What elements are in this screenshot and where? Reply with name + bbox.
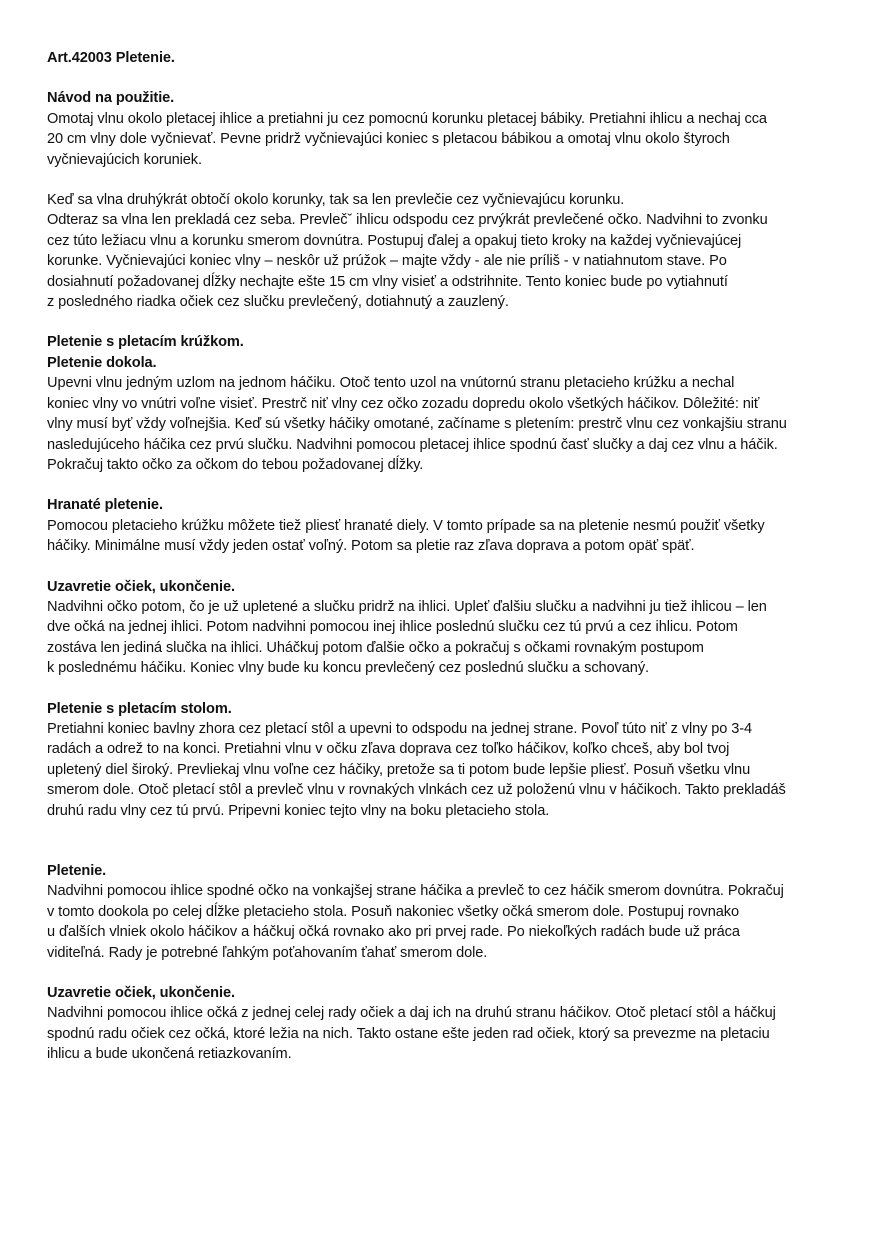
section-subheading: Pletenie dokola.: [47, 354, 157, 371]
paragraph-line: radách a odrež to na konci. Pretiahni vlnu v očku zľava doprava cez toľko háčikov, koľko chceš, aby bol tvoj: [47, 741, 730, 758]
paragraph-line: nasledujúceho háčika cez prvú slučku. Nadvihni pomocou pletacej ihlice spodnú časť slučky a daj cez vlnu a háčik.: [47, 436, 778, 453]
section-knitting-table: [47, 699, 837, 821]
paragraph-line: druhú radu vlny cez tú prvú. Pripevni koniec tejto vlny na boku pletacieho stola.: [47, 802, 550, 819]
section-heading: Uzavretie očiek, ukončenie.: [47, 578, 235, 595]
section-heading: Návod na použitie.: [47, 90, 175, 107]
section-heading: Pletenie.: [47, 863, 107, 879]
section-knitting: [47, 861, 837, 963]
paragraph-line: k poslednému háčiku. Koniec vlny bude ku koncu prevlečený cez poslednú slučku a schovaný.: [47, 660, 649, 677]
paragraph-line: v tomto dookola po celej dĺžke pletacieho stola. Posuň nakoniec všetky očká smerom dole. Postupuj rovnako: [47, 903, 740, 920]
section-closing-stitches-table: [47, 983, 837, 1065]
paragraph-line: z posledného riadka očiek cez slučku prevlečený, dotiahnutý a zauzlený.: [47, 294, 509, 311]
paragraph-line: Omotaj vlnu okolo pletacej ihlice a pretiahni ju cez pomocnú korunku pletacej bábiky. Pretiahni ihlicu a nechaj cca: [47, 110, 767, 127]
document-title: Art.42003 Pletenie.: [47, 50, 175, 66]
section-closing-stitches-ring: [47, 577, 837, 679]
paragraph-line: Pomocou pletacieho krúžku môžete tiež pliesť hranaté diely. V tomto prípade sa na pletenie nesmú použiť všetky: [47, 517, 765, 534]
paragraph-line: háčiky. Minimálne musí vždy jeden ostať voľný. Potom sa pletie raz zľava doprava a potom opäť späť.: [47, 538, 695, 555]
section-wrapping-steps: [47, 190, 837, 312]
paragraph-line: korunke. Vyčnievajúci koniec vlny – neskôr už prúžok – majte vždy - ale nie príliš - v natiahnutom stave. Po: [47, 253, 727, 270]
paragraph-line: viditeľná. Rady je potrebné ľahkým poťahovaním ťahať smerom dole.: [47, 944, 488, 961]
document-page: [47, 48, 837, 1085]
paragraph-line: Nadvihni pomocou ihlice spodné očko na vonkajšej strane háčika a prevleč to cez háčik smerom dovnútra. Pokračuj: [47, 883, 784, 900]
paragraph-line: vlny musí byť vždy voľnejšia. Keď sú všetky háčiky omotané, začíname s pletením: prestrč vlnu cez vonkajšiu stranu: [47, 416, 787, 433]
paragraph-line: dosiahnutí požadovanej dĺžky nechajte ešte 15 cm vlny visieť a odstrihnite. Tento koniec bude po vytiahnutí: [47, 273, 728, 290]
paragraph-line: Odteraz sa vlna len prekladá cez seba. Prevlečˇ ihlicu odspodu cez prvýkrát prevlečené očko. Nadvihni to zvonku: [47, 212, 768, 229]
paragraph-line: spodnú radu očiek cez očká, ktoré ležia na nich. Takto ostane ešte jeden rad očiek, ktorý sa prevezme na pletaciu: [47, 1025, 770, 1042]
paragraph-line: koniec vlny vo vnútri voľne visieť. Prestrč niť vlny cez očko zozadu dopredu okolo všetkých háčikov. Dôležité: niť: [47, 395, 760, 412]
paragraph-line: Upevni vlnu jedným uzlom na jednom háčiku. Otoč tento uzol na vnútornú stranu pletacieho krúžku a nechal: [47, 375, 735, 392]
section-heading: Hranaté pletenie.: [47, 497, 163, 514]
paragraph-line: Nadvihni očko potom, čo je už upletené a slučku pridrž na ihlici. Upleť ďalšiu slučku a nadvihni ju tiež ihlicou – len: [47, 598, 767, 615]
section-usage-instructions: [47, 88, 837, 170]
section-heading: Uzavretie očiek, ukončenie.: [47, 985, 235, 1002]
paragraph-line: u ďalších vlniek okolo háčikov a háčkuj očká rovnako ako pri prvej rade. Po niekoľkých radách bude už práca: [47, 924, 740, 941]
paragraph-line: Pokračuj takto očko za očkom do tebou požadovanej dĺžky.: [47, 456, 424, 473]
paragraph-line: cez túto ležiacu vlnu a korunku smerom dovnútra. Postupuj ďalej a opakuj tieto kroky na každej vyčnievajúcej: [47, 232, 742, 249]
paragraph-line: upletený diel široký. Prevliekaj vlnu voľne cez háčiky, pretože sa ti potom bude lepšie pliesť. Posuň všetku vlnu: [47, 761, 751, 778]
paragraph-line: 20 cm vlny dole vyčnievať. Pevne pridrž vyčnievajúci koniec s pletacou bábikou a omotaj vlnu okolo štyroch: [47, 131, 730, 148]
paragraph-line: Keď sa vlna druhýkrát obtočí okolo korunky, tak sa len prevlečie cez vyčnievajúcu korunku.: [47, 192, 625, 209]
section-heading: Pletenie s pletacím krúžkom.: [47, 334, 244, 351]
paragraph-line: Nadvihni pomocou ihlice očká z jednej celej rady očiek a daj ich na druhú stranu háčikov. Otoč pletací stôl a háčkuj: [47, 1005, 776, 1022]
section-knitting-ring: [47, 332, 837, 475]
paragraph-line: dve očká na jednej ihlici. Potom nadvihni pomocou inej ihlice poslednú slučku cez tú prvú a cez ihlicu. Potom: [47, 619, 738, 636]
section-angular-knitting: [47, 495, 837, 556]
paragraph-line: vyčnievajúcich koruniek.: [47, 151, 202, 168]
paragraph-line: smerom dole. Otoč pletací stôl a prevleč vlnu v rovnakých vlnkách cez už položenú vlnu v háčikoch. Takto prekladáš: [47, 782, 786, 799]
paragraph-line: ihlicu a bude ukončená retiazkovaním.: [47, 1046, 292, 1063]
paragraph-line: zostáva len jediná slučka na ihlici. Uháčkuj potom ďalšie očko a pokračuj s očkami rovnakým postupom: [47, 639, 704, 656]
section-heading: Pletenie s pletacím stolom.: [47, 700, 232, 717]
paragraph-line: Pretiahni koniec bavlny zhora cez pletací stôl a upevni to odspodu na jednej strane. Povoľ túto niť z vlny po 3-4: [47, 720, 753, 737]
